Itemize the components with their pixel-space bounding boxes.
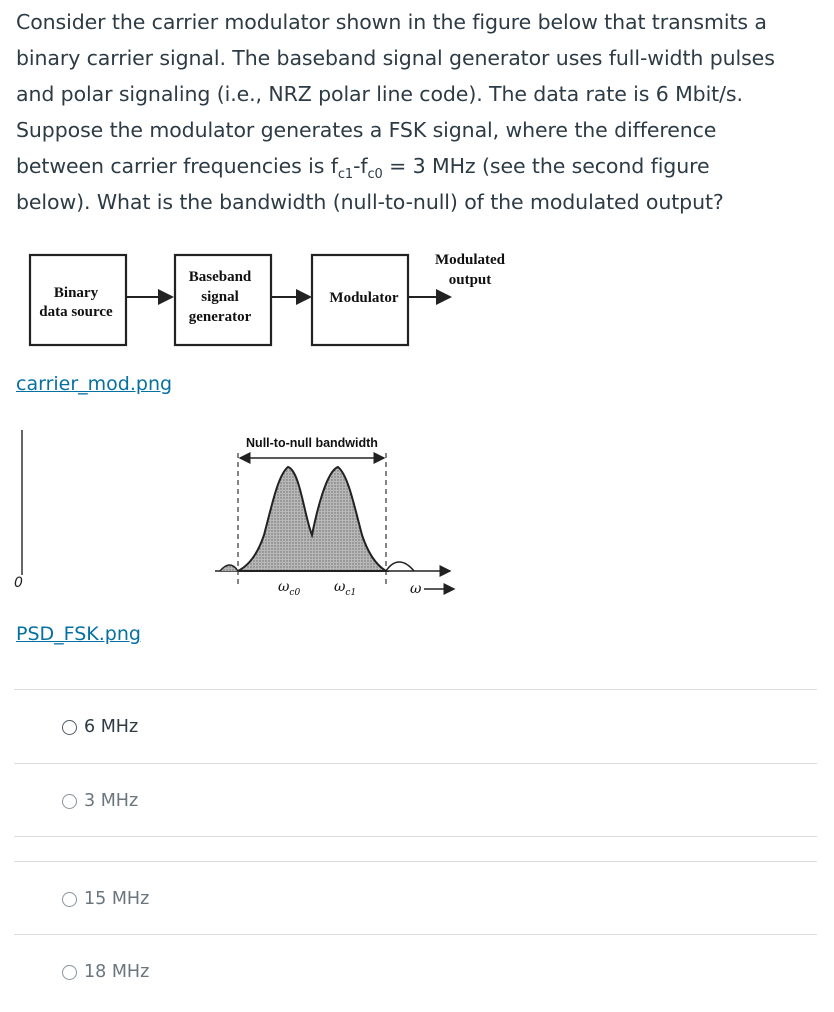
psd-sidelobe-right — [386, 562, 414, 571]
radio-button[interactable] — [62, 794, 77, 809]
origin-label: 0 — [14, 575, 23, 591]
option-divider — [14, 689, 817, 690]
omega-axis-label: ω — [410, 581, 422, 597]
radio-button[interactable] — [62, 892, 77, 907]
option-label: 18 MHz — [84, 962, 150, 982]
box2-label-line1: Baseband — [188, 269, 252, 285]
option-divider — [14, 934, 817, 935]
output-label-line1: Modulated — [434, 252, 506, 268]
box1-label-line2: data source — [39, 304, 113, 320]
option-label: 15 MHz — [84, 889, 150, 909]
output-label-line2: output — [448, 272, 492, 288]
wc0-subscript: c0 — [289, 588, 301, 598]
omega-symbol: ω — [278, 579, 290, 595]
option-label: 6 MHz — [84, 717, 139, 737]
answer-option-15mhz[interactable] — [62, 889, 149, 909]
bandwidth-label: Null-to-null bandwidth — [246, 436, 378, 450]
question-text-part: between carrier frequencies is f — [16, 154, 338, 178]
option-divider — [14, 861, 817, 862]
question-text-part: = 3 MHz (see the second figure — [382, 154, 710, 178]
question-line: below). What is the bandwidth (null-to-null) of the modulated output? — [16, 190, 724, 214]
subscript: c1 — [337, 167, 354, 183]
question-text-part: -f — [353, 154, 368, 178]
option-divider — [14, 836, 817, 837]
question-line — [16, 148, 816, 184]
box3-label: Modulator — [329, 290, 399, 306]
psd-sidelobe-left — [220, 565, 238, 571]
psd-fsk-figure — [10, 425, 480, 600]
answer-option-18mhz[interactable] — [62, 962, 149, 982]
question-line: binary carrier signal. The baseband signal generator uses full-width pulses — [16, 46, 775, 70]
box1-label-line1: Binary — [53, 285, 99, 301]
question-line: Suppose the modulator generates a FSK signal, where the difference — [16, 118, 717, 142]
radio-button[interactable] — [62, 720, 77, 735]
question-text — [16, 4, 816, 220]
radio-button[interactable] — [62, 965, 77, 980]
omega-symbol: ω — [334, 579, 346, 595]
wc1-label — [334, 579, 356, 598]
box2-label-line3: generator — [188, 309, 252, 325]
option-label: 3 MHz — [84, 791, 139, 811]
question-line: Consider the carrier modulator shown in the figure below that transmits a — [16, 10, 767, 34]
subscript: c0 — [367, 167, 383, 183]
psd-main-lobes — [238, 467, 386, 571]
answer-option-3mhz[interactable] — [62, 791, 138, 811]
option-divider — [14, 763, 817, 764]
answer-option-6mhz[interactable] — [62, 717, 138, 737]
carrier-modulator-diagram — [20, 240, 520, 352]
carrier-mod-image-link[interactable]: carrier_mod.png — [16, 373, 173, 395]
question-line: and polar signaling (i.e., NRZ polar line code). The data rate is 6 Mbit/s. — [16, 82, 743, 106]
wc0-label — [278, 579, 300, 598]
box2-label-line2: signal — [201, 289, 239, 305]
wc1-subscript: c1 — [345, 588, 357, 598]
psd-fsk-image-link[interactable]: PSD_FSK.png — [16, 623, 141, 645]
